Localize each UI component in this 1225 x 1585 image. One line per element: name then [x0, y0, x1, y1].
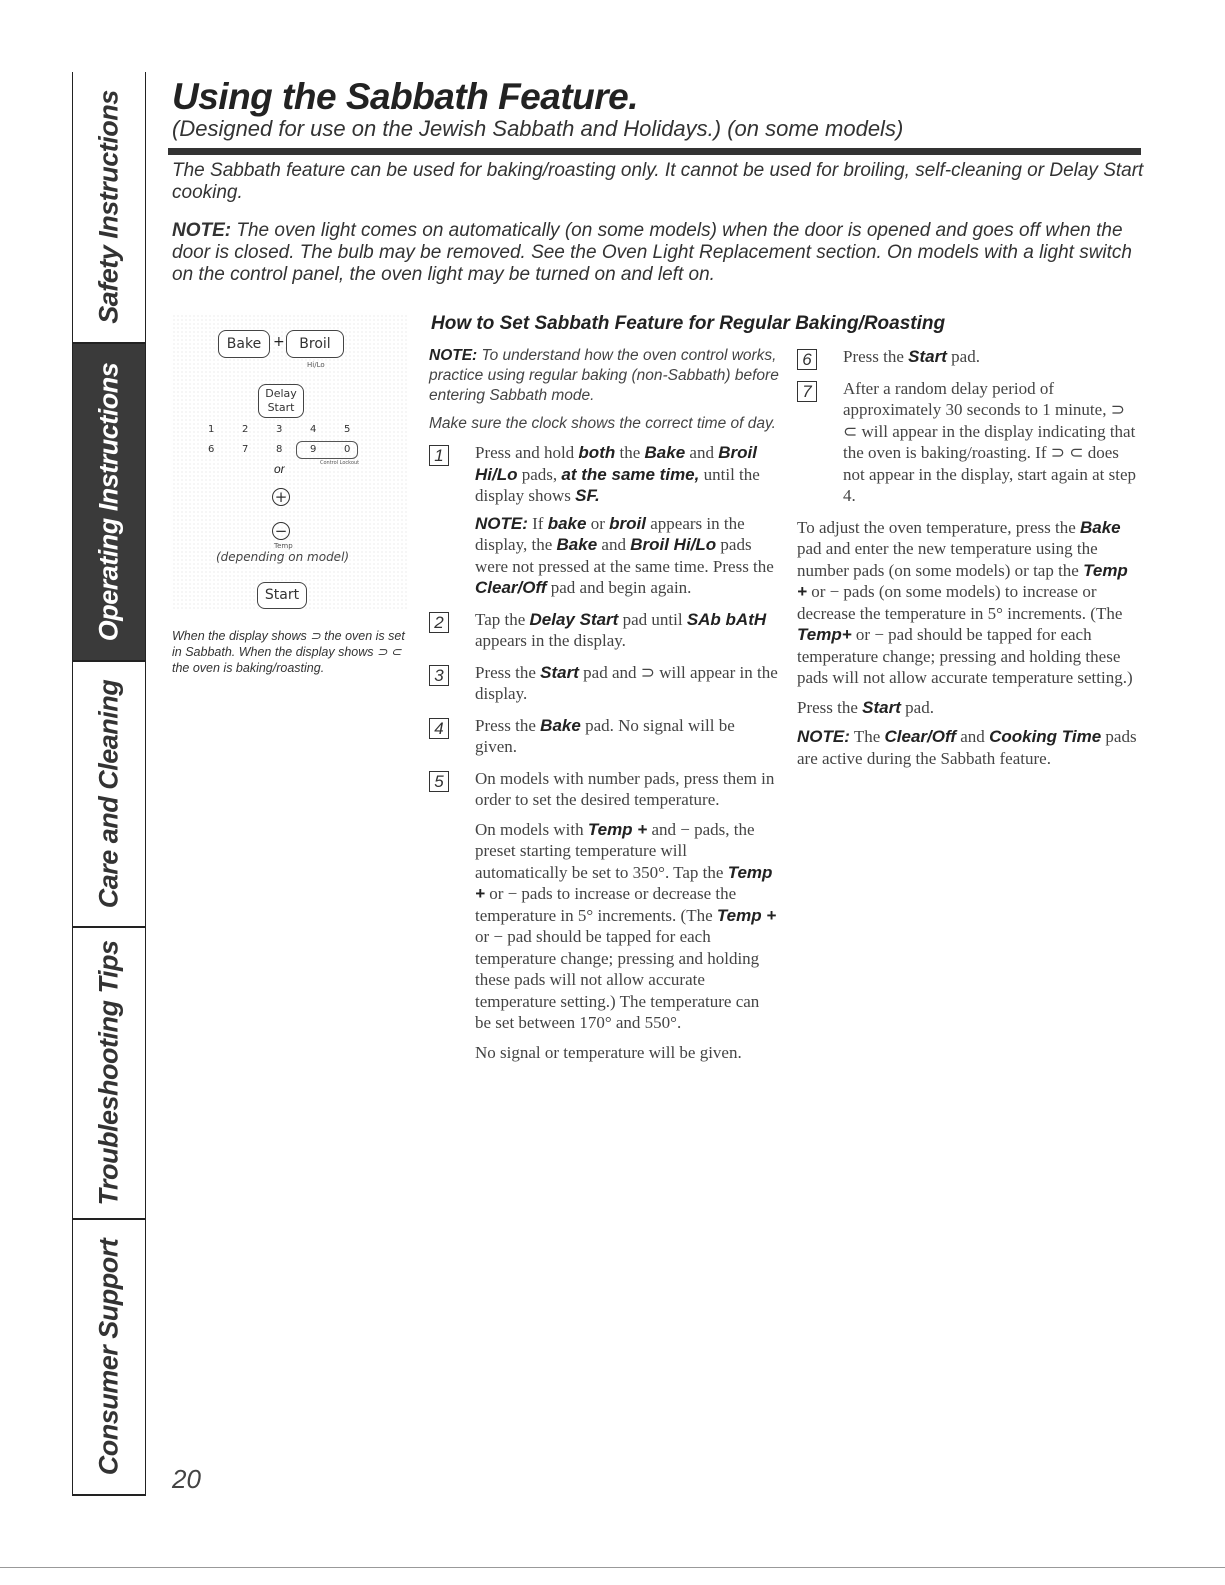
- press-start-paragraph: [797, 697, 1142, 719]
- keyword: bake: [547, 513, 587, 533]
- intro-paragraph: The Sabbath feature can be used for baking/roasting only. It cannot be used for broiling, self-cleaning or Delay Start cooking.: [172, 160, 1144, 203]
- tab-label: Consumer Support: [93, 1238, 124, 1476]
- page-title: Using the Sabbath Feature.: [172, 76, 639, 117]
- keyword: Broil Hi/Lo: [475, 443, 757, 484]
- illustration-caption: [172, 628, 407, 676]
- keyword: SF.: [575, 486, 600, 505]
- control-panel-illustration: [172, 314, 407, 610]
- delay-label: Delay: [265, 387, 297, 400]
- page-bottom-rule: [0, 1567, 1225, 1568]
- temp-plus-icon: +: [272, 488, 290, 506]
- page-number: 20: [172, 1464, 201, 1494]
- text: or − pads (on some models) to increase or decrease the temperature in 5° increments. (The: [797, 582, 1123, 623]
- text: appears in the display, the: [475, 513, 745, 554]
- text: and: [597, 535, 631, 554]
- text: and: [685, 443, 719, 462]
- keyword: SAb bAtH: [686, 609, 767, 629]
- text: Tap the: [475, 609, 530, 629]
- note-label: NOTE:: [475, 513, 528, 533]
- step-5-no-signal: No signal or temperature will be given.: [475, 1042, 742, 1062]
- text: Press the: [475, 662, 541, 682]
- hilo-label: Hi/Lo: [307, 361, 325, 369]
- page-subtitle: (Designed for use on the Jewish Sabbath and Holidays.) (on some models): [172, 116, 904, 141]
- step-6: [797, 346, 1142, 368]
- text: and − pads, the preset starting temperature will automatically be set to 350°. Tap the: [475, 819, 755, 882]
- keyword: at the same time,: [561, 464, 700, 484]
- text: or: [586, 513, 610, 533]
- text: pad and begin again.: [546, 578, 692, 597]
- delay-start-pad: [258, 384, 304, 418]
- text: pads are active during the Sabbath feature.: [797, 727, 1137, 768]
- number-pad-9: 9: [310, 444, 317, 455]
- number-pad-1: 1: [208, 424, 215, 435]
- text: The: [849, 727, 885, 746]
- keyword: Clear/Off: [884, 727, 957, 746]
- start-pad: Start: [257, 582, 307, 609]
- keyword: Temp +: [475, 862, 773, 903]
- step-5-text: On models with number pads, press them in order to set the desired temperature.: [475, 768, 775, 809]
- text: pad.: [946, 347, 980, 366]
- baking-symbol: ⊃ ⊂: [843, 400, 1125, 441]
- step-number: 4: [429, 718, 449, 739]
- broil-pad: Broil: [286, 330, 344, 358]
- adjust-temperature-paragraph: [797, 517, 1142, 689]
- baking-symbol: ⊃ ⊂: [1050, 443, 1084, 462]
- number-pad-7: 7: [242, 444, 249, 455]
- text: does not appear in the display, start again at step 4.: [843, 443, 1137, 505]
- text: Press the: [475, 715, 541, 735]
- baking-symbol: ⊃ ⊂: [376, 645, 402, 659]
- text: pad and: [578, 662, 641, 682]
- tab-troubleshooting-tips[interactable]: [73, 928, 145, 1220]
- or-label: or: [274, 462, 285, 476]
- keyword: Start: [540, 662, 579, 682]
- plus-sign: +: [273, 334, 285, 350]
- depending-on-model-label: (depending on model): [216, 550, 350, 564]
- keyword: Bake: [1080, 517, 1121, 537]
- keyword: Cooking Time: [989, 727, 1102, 746]
- keyword: Temp: [797, 625, 842, 644]
- note-text: To understand how the oven control works, practice using regular baking (non-Sabbath) before entering Sabbath mode.: [429, 347, 779, 404]
- number-pad-0: 0: [344, 444, 351, 455]
- title-rule: [168, 148, 1141, 155]
- clock-note: Make sure the clock shows the correct time of day.: [429, 415, 776, 432]
- text: To adjust the oven temperature, press the: [797, 517, 1080, 537]
- sabbath-symbol: ⊃: [640, 662, 655, 682]
- text: until the display shows: [475, 464, 760, 505]
- keyword: Temp +: [716, 905, 777, 925]
- tab-consumer-support[interactable]: [73, 1220, 145, 1496]
- step-number: 2: [429, 612, 449, 633]
- step-5-temp-pads: [475, 819, 779, 1034]
- keyword: Temp +: [797, 560, 1128, 601]
- text: pad.: [900, 697, 934, 717]
- keyword: Start: [908, 347, 947, 366]
- tab-operating-instructions[interactable]: [73, 344, 145, 662]
- text: pads,: [517, 464, 562, 484]
- column-right: [797, 346, 1142, 777]
- keyword: Clear/Off: [475, 578, 547, 597]
- tab-label: Safety Instructions: [93, 90, 124, 324]
- column-middle: [429, 346, 779, 1073]
- start-label: Start: [267, 401, 295, 414]
- keyword: Broil Hi/Lo: [630, 535, 717, 554]
- final-note: [797, 726, 1142, 769]
- text: appears in the display.: [475, 631, 626, 650]
- number-pad-8: 8: [276, 444, 283, 455]
- howto-note: [429, 346, 779, 406]
- step-number: 5: [429, 771, 449, 792]
- number-pad-2: 2: [242, 424, 249, 435]
- text: If: [527, 513, 548, 533]
- intro-note: [172, 220, 1147, 286]
- text: pad and enter the new temperature using the number pads (on some models) or tap the: [797, 539, 1098, 580]
- tab-care-and-cleaning[interactable]: [73, 662, 145, 928]
- step-number: 3: [429, 665, 449, 686]
- tab-label: Troubleshooting Tips: [93, 940, 124, 1206]
- step-1: [429, 442, 779, 599]
- text: pads were not pressed at the same time. Press the: [475, 535, 774, 576]
- number-pad-4: 4: [310, 424, 317, 435]
- text: Press and hold: [475, 443, 579, 462]
- caption-text: the oven is baking/roasting.: [172, 661, 325, 675]
- side-navigation: [72, 72, 146, 1496]
- temp-label: Temp: [274, 542, 293, 550]
- caption-text: the oven is set in Sabbath. When the display shows: [172, 629, 405, 659]
- note-label: NOTE:: [429, 347, 478, 364]
- tab-label: Operating Instructions: [93, 362, 124, 642]
- text: Press the: [843, 347, 909, 366]
- text: or − pad should be tapped for each temperature change; pressing and holding these pads will not allow accurate temperature setting.) The temperature can be set between 170° and 550°.: [475, 927, 760, 1032]
- step-5: [429, 768, 779, 1064]
- section-heading: How to Set Sabbath Feature for Regular Baking/Roasting: [431, 313, 946, 334]
- note-label: NOTE:: [797, 727, 850, 746]
- text: On models with: [475, 819, 588, 839]
- number-pad-3: 3: [276, 424, 283, 435]
- text: Press the: [797, 697, 863, 717]
- text: will appear in the display.: [475, 662, 778, 703]
- text: the: [615, 443, 645, 462]
- tab-label: Care and Cleaning: [93, 679, 124, 909]
- step-1-note: [475, 513, 779, 599]
- temp-minus-icon: −: [272, 522, 290, 540]
- text: and: [956, 727, 990, 746]
- step-3: [429, 662, 779, 705]
- caption-text: When the display shows: [172, 629, 311, 643]
- keyword: Start: [862, 697, 901, 717]
- bake-pad: Bake: [218, 330, 270, 358]
- text: or − pad should be tapped for each temperature change; pressing and holding these pads will not allow accurate temperature setting.): [797, 625, 1133, 687]
- text: After a random delay period of approximately 30 seconds to 1 minute,: [843, 378, 1111, 419]
- keyword: +: [841, 625, 852, 644]
- keyword: Temp +: [587, 819, 648, 839]
- step-number: 7: [797, 381, 817, 402]
- keyword: both: [578, 443, 616, 462]
- note-text: The oven light comes on automatically (on some models) when the door is opened and goes off when the door is closed. The bulb may be removed. See the Oven Light Replacement section. On models with a light switch on the control panel, the oven light may be turned on and left on.: [172, 220, 1132, 285]
- step-number: 6: [797, 349, 817, 370]
- step-2: [429, 609, 779, 652]
- note-label: NOTE:: [172, 220, 232, 241]
- text: pad until: [618, 609, 687, 629]
- keyword: Bake: [556, 535, 598, 554]
- keyword: Bake: [540, 715, 581, 735]
- text: or − pads to increase or decrease the temperature in 5° increments. (The: [475, 884, 737, 925]
- keyword: broil: [609, 513, 646, 533]
- sabbath-symbol: ⊃: [310, 629, 321, 643]
- step-4: [429, 715, 779, 758]
- step-number: 1: [429, 445, 449, 466]
- tab-safety-instructions[interactable]: [73, 72, 145, 344]
- keyword: Bake: [644, 443, 686, 462]
- control-lockout-label: Control Lockout: [320, 460, 360, 466]
- keyword: Delay Start: [529, 609, 619, 629]
- text: will appear in the display indicating that the oven is baking/roasting. If: [843, 421, 1136, 462]
- number-pad-5: 5: [344, 424, 351, 435]
- text: pad. No signal will be given.: [475, 715, 735, 756]
- number-pad-6: 6: [208, 444, 215, 455]
- step-7: [797, 378, 1142, 507]
